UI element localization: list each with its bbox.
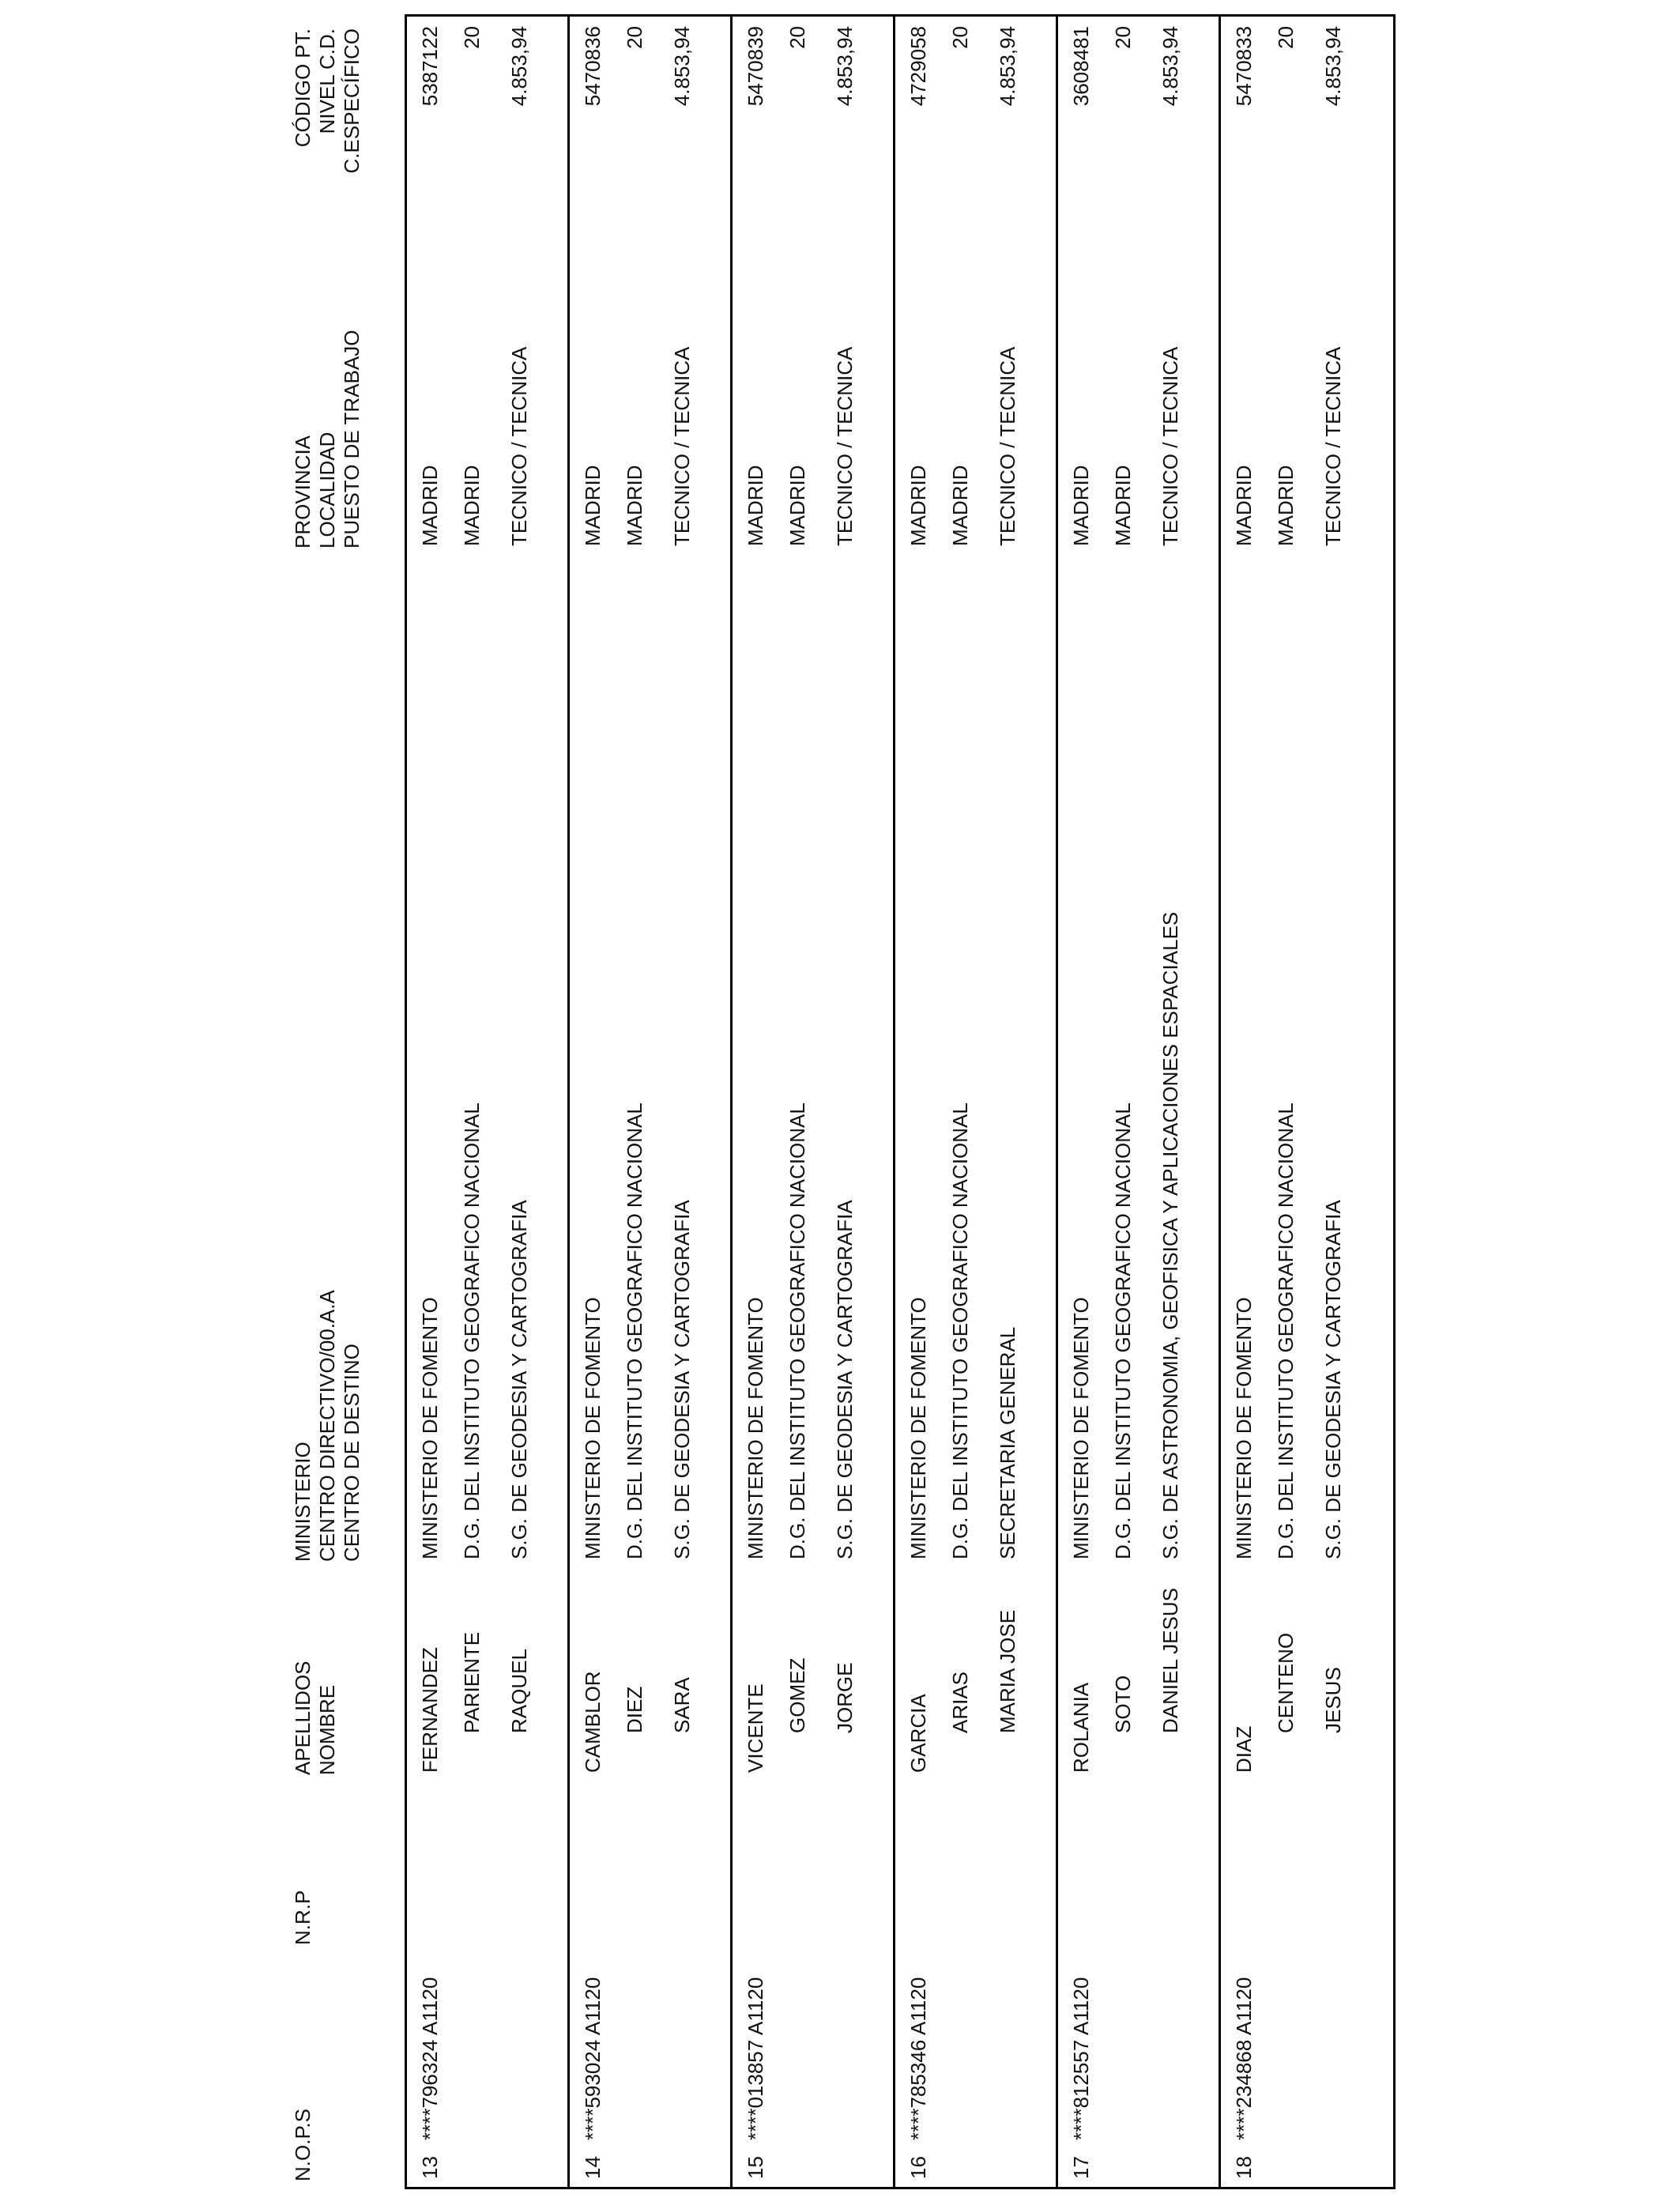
apellido-2: ARIAS: [948, 1671, 972, 1733]
row-number: 15: [744, 2156, 767, 2179]
puesto-trabajo: TECNICO / TECNICA: [833, 346, 857, 546]
provincia: MADRID: [581, 465, 605, 546]
nrp: ****013857 A1120: [744, 1977, 767, 2140]
nombre: DANIEL JESUS: [1158, 1588, 1182, 1733]
nivel-cd: 20: [1111, 26, 1135, 49]
ministerio: MINISTERIO DE FOMENTO: [1069, 1297, 1093, 1559]
centro-directivo: D.G. DEL INSTITUTO GEOGRAFICO NACIONAL: [1274, 1103, 1298, 1559]
nombre: SARA: [670, 1677, 694, 1733]
codigo-pt: 5387122: [418, 26, 442, 107]
complemento-especifico: 4.853,94: [1158, 26, 1182, 107]
nrp: ****796324 A1120: [418, 1977, 442, 2140]
codigo-pt: 5470836: [581, 26, 605, 107]
results-table: [405, 14, 1396, 2189]
table-row: [895, 17, 1058, 2187]
apellido-2: CENTENO: [1274, 1632, 1298, 1733]
table-row: [570, 17, 733, 2187]
ministerio: MINISTERIO DE FOMENTO: [1232, 1297, 1256, 1559]
apellido-1: FERNANDEZ: [418, 1647, 442, 1773]
puesto-trabajo: TECNICO / TECNICA: [1321, 346, 1345, 546]
apellido-2: PARIENTE: [460, 1631, 484, 1733]
complemento-especifico: 4.853,94: [996, 26, 1019, 107]
nrp: ****785346 A1120: [906, 1977, 930, 2140]
row-number: 18: [1232, 2156, 1256, 2179]
header-nrp: N.R.P: [291, 1890, 315, 1945]
header-ministerio: MINISTERIO CENTRO DIRECTIVO/00.A.A CENTRO DE DESTINO: [291, 1290, 363, 1562]
puesto-trabajo: TECNICO / TECNICA: [507, 346, 531, 546]
provincia: MADRID: [1232, 465, 1256, 546]
centro-directivo: D.G. DEL INSTITUTO GEOGRAFICO NACIONAL: [623, 1103, 646, 1559]
localidad: MADRID: [948, 465, 972, 546]
nivel-cd: 20: [948, 26, 972, 49]
provincia: MADRID: [906, 465, 930, 546]
nivel-cd: 20: [460, 26, 484, 49]
header-provincia: PROVINCIA LOCALIDAD PUESTO DE TRABAJO: [291, 330, 363, 548]
codigo-pt: 3608481: [1069, 26, 1093, 107]
nrp: ****234868 A1120: [1232, 1977, 1256, 2140]
puesto-trabajo: TECNICO / TECNICA: [670, 346, 694, 546]
provincia: MADRID: [744, 465, 767, 546]
header-nops: N.O.P.S: [291, 2108, 315, 2181]
nivel-cd: 20: [785, 26, 809, 49]
apellido-2: DIEZ: [623, 1686, 646, 1733]
ministerio: MINISTERIO DE FOMENTO: [581, 1297, 605, 1559]
centro-directivo: D.G. DEL INSTITUTO GEOGRAFICO NACIONAL: [948, 1103, 972, 1559]
centro-destino: S.G. DE GEODESIA Y CARTOGRAFIA: [507, 1200, 531, 1559]
table-row: [733, 17, 895, 2187]
header-apellidos-nombre: APELLIDOS NOMBRE: [291, 1661, 339, 1775]
table-row: [1221, 17, 1384, 2187]
centro-directivo: D.G. DEL INSTITUTO GEOGRAFICO NACIONAL: [1111, 1103, 1135, 1559]
nombre: JORGE: [833, 1662, 857, 1733]
row-number: 16: [906, 2156, 930, 2179]
complemento-especifico: 4.853,94: [833, 26, 857, 107]
ministerio: MINISTERIO DE FOMENTO: [906, 1297, 930, 1559]
complemento-especifico: 4.853,94: [507, 26, 531, 107]
localidad: MADRID: [1274, 465, 1298, 546]
centro-destino: S.G. DE GEODESIA Y CARTOGRAFIA: [833, 1200, 857, 1559]
localidad: MADRID: [623, 465, 646, 546]
puesto-trabajo: TECNICO / TECNICA: [1158, 346, 1182, 546]
provincia: MADRID: [418, 465, 442, 546]
nombre: RAQUEL: [507, 1649, 531, 1733]
apellido-1: GARCIA: [906, 1694, 930, 1773]
centro-destino: S.G. DE ASTRONOMIA, GEOFISICA Y APLICACIONES ESPACIALES: [1158, 911, 1182, 1559]
apellido-1: ROLANIA: [1069, 1682, 1093, 1773]
ministerio: MINISTERIO DE FOMENTO: [744, 1297, 767, 1559]
centro-destino: S.G. DE GEODESIA Y CARTOGRAFIA: [670, 1200, 694, 1559]
apellido-2: GOMEZ: [785, 1657, 809, 1733]
provincia: MADRID: [1069, 465, 1093, 546]
localidad: MADRID: [1111, 465, 1135, 546]
row-number: 14: [581, 2156, 605, 2179]
localidad: MADRID: [460, 465, 484, 546]
nombre: JESUS: [1321, 1667, 1345, 1733]
apellido-1: VICENTE: [744, 1683, 767, 1773]
complemento-especifico: 4.853,94: [670, 26, 694, 107]
header-codigo: CÓDIGO PT. NIVEL C.D. C.ESPECÍFICO: [291, 28, 363, 174]
codigo-pt: 5470833: [1232, 26, 1256, 107]
centro-directivo: D.G. DEL INSTITUTO GEOGRAFICO NACIONAL: [785, 1103, 809, 1559]
row-number: 13: [418, 2156, 442, 2179]
centro-destino: SECRETARIA GENERAL: [996, 1326, 1019, 1559]
puesto-trabajo: TECNICO / TECNICA: [996, 346, 1019, 546]
apellido-1: CAMBLOR: [581, 1671, 605, 1773]
centro-directivo: D.G. DEL INSTITUTO GEOGRAFICO NACIONAL: [460, 1103, 484, 1559]
centro-destino: S.G. DE GEODESIA Y CARTOGRAFIA: [1321, 1200, 1345, 1559]
nivel-cd: 20: [623, 26, 646, 49]
complemento-especifico: 4.853,94: [1321, 26, 1345, 107]
codigo-pt: 5470839: [744, 26, 767, 107]
nrp: ****812557 A1120: [1069, 1977, 1093, 2140]
nivel-cd: 20: [1274, 26, 1298, 49]
row-number: 17: [1069, 2156, 1093, 2179]
codigo-pt: 4729058: [906, 26, 930, 107]
table-row: [407, 17, 570, 2187]
apellido-1: DIAZ: [1232, 1725, 1256, 1773]
nombre: MARIA JOSE: [996, 1609, 1019, 1733]
nrp: ****593024 A1120: [581, 1977, 605, 2140]
apellido-2: SOTO: [1111, 1675, 1135, 1733]
ministerio: MINISTERIO DE FOMENTO: [418, 1297, 442, 1559]
localidad: MADRID: [785, 465, 809, 546]
table-row: [1058, 17, 1221, 2187]
